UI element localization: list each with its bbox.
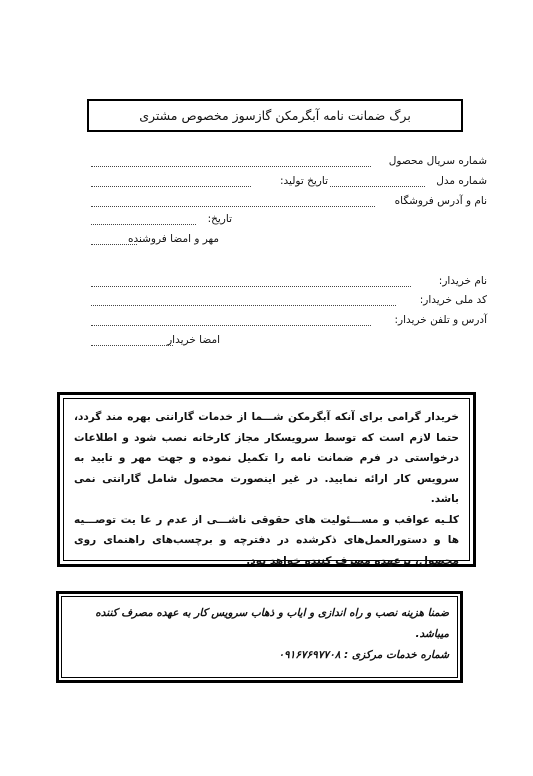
warranty-notice-box (57, 392, 476, 567)
store-label: نام و آدرس فروشگاه (394, 195, 487, 207)
service-phone: شماره خدمات مرکزی : ۰۹۱۶۷۶۹۷۷۰۸ (278, 649, 449, 661)
date-label: تاریخ: (207, 213, 232, 225)
buyer-id-label: کد ملی خریدار: (419, 294, 487, 306)
buyer-name-label: نام خریدار: (438, 275, 487, 287)
warranty-notice-inner (63, 398, 470, 567)
notice-paragraph-2: کلـیه عواقب و مســـئولیت های حقوقی ناشـــی از عدم ر عا یت توصـــیه ها و دستورالعمل‌های ذکرشده در دفترچه و برچسب‌های راهنمای روی محصول، برعهده مصرف کننده خواهد بود. (74, 513, 459, 567)
seller-sign-label: مهر و امضا فروشنده (127, 233, 219, 245)
serial-input[interactable] (91, 166, 371, 167)
buyer-sign-label: امضا خریدار (167, 334, 220, 346)
model-input[interactable] (330, 186, 425, 187)
notice-paragraph-1: خریدار گرامی برای آنکه آبگرمکن شـــما از خدمات گارانتی بهره مند گردد، حتما لازم است که توسط سرویسکار مجاز کارخانه نصب شود و اطلاعات درخواستی در فرم ضمانت نامه را تکمیل نموده و جهت مهر و تایید به سرویس کار ارائه نمایید. در غیر اینصورت محصول شامل گارانتی نمی باشد. (74, 411, 459, 505)
store-input[interactable] (91, 206, 375, 207)
buyer-name-input[interactable] (91, 286, 411, 287)
production-date-input[interactable] (91, 186, 251, 187)
form-title-box (87, 99, 463, 132)
model-label: شماره مدل (436, 175, 487, 187)
seller-sign-input[interactable] (91, 244, 137, 245)
buyer-sign-input[interactable] (91, 345, 173, 346)
serial-label: شماره سریال محصول (388, 155, 487, 167)
form-title: برگ ضمانت نامه آبگرمکن گازسوز مخصوص مشتری (139, 108, 411, 123)
service-cost-note: ضمنا هزینه نصب و راه اندازی و ایاب و ذهاب سرویس کار به عهده مصرف کننده میباشد. (95, 607, 449, 640)
production-date-label: تاریخ تولید: (280, 175, 328, 187)
service-notice-box (56, 591, 463, 683)
date-input[interactable] (91, 224, 196, 225)
service-notice-inner (61, 596, 458, 678)
buyer-id-input[interactable] (91, 305, 396, 306)
buyer-address-input[interactable] (91, 325, 371, 326)
buyer-address-label: آدرس و تلفن خریدار: (394, 314, 487, 326)
